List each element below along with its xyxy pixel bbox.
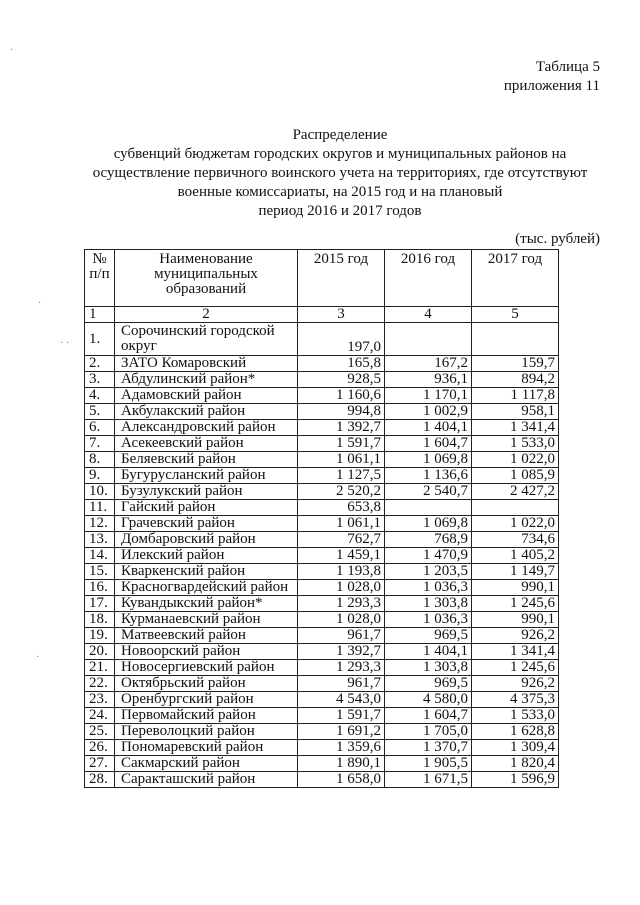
column-number: 2 [115,307,298,323]
table-row [85,452,559,468]
value-2015: 1 061,1 [298,452,385,468]
value-2017: 1 533,0 [472,708,559,724]
row-name: Адамовский район [115,388,298,404]
value-2015: 1 658,0 [298,772,385,788]
row-name-line-2: округ [121,338,157,354]
row-name: Илекский район [115,548,298,564]
row-name: Саракташский район [115,772,298,788]
row-name: ЗАТО Комаровский [115,356,298,372]
header-2016: 2016 год [385,250,472,307]
table-row [85,644,559,660]
value-2015: 1 160,6 [298,388,385,404]
value-2016: 1 303,8 [385,596,472,612]
row-number: 25. [85,724,115,740]
row-number: 12. [85,516,115,532]
value-2015: 1 061,1 [298,516,385,532]
table-label: Таблица 5 [535,59,600,75]
table-row [85,436,559,452]
scan-speck: · · [60,338,70,349]
value-2016: 1 404,1 [385,644,472,660]
row-name: Курманаевский район [115,612,298,628]
value-2016: 936,1 [385,372,472,388]
value-2017: 990,1 [472,580,559,596]
title-line-4: военные комиссариаты, на 2015 год и на плановый [177,184,503,200]
row-number: 24. [85,708,115,724]
value-2017: 1 245,6 [472,660,559,676]
row-name: Акбулакский район [115,404,298,420]
value-2017 [472,323,559,356]
value-2016: 1 036,3 [385,580,472,596]
header-name-line-3: образований [165,281,247,297]
value-2015: 961,7 [298,676,385,692]
column-number: 3 [298,307,385,323]
value-2015: 1 028,0 [298,580,385,596]
table-row [85,500,559,516]
table-row [85,420,559,436]
title-line-2: субвенций бюджетам городских округов и муниципальных районов на [113,146,567,162]
value-2015: 961,7 [298,628,385,644]
row-name: Беляевский район [115,452,298,468]
value-2017: 1 149,7 [472,564,559,580]
document-title [40,126,640,221]
table-row [85,516,559,532]
value-2015: 1 591,7 [298,708,385,724]
row-name [115,323,298,356]
value-2017: 894,2 [472,372,559,388]
value-2015: 1 591,7 [298,436,385,452]
row-name: Первомайский район [115,708,298,724]
value-2016: 1 671,5 [385,772,472,788]
value-2016: 1 069,8 [385,516,472,532]
value-2017: 1 533,0 [472,436,559,452]
value-2015: 994,8 [298,404,385,420]
value-2017: 1 117,8 [472,388,559,404]
table-row [85,356,559,372]
value-2015: 2 520,2 [298,484,385,500]
value-2016: 1 136,6 [385,468,472,484]
scan-speck: · [10,45,14,56]
row-number: 1. [85,323,115,356]
value-2017: 1 628,8 [472,724,559,740]
value-2015: 1 890,1 [298,756,385,772]
value-2016 [385,500,472,516]
row-number: 26. [85,740,115,756]
row-number: 3. [85,372,115,388]
row-number: 6. [85,420,115,436]
value-2015: 1 392,7 [298,420,385,436]
row-name: Переволоцкий район [115,724,298,740]
table-row [85,564,559,580]
value-2016: 1 170,1 [385,388,472,404]
value-2017: 1 022,0 [472,516,559,532]
value-2016: 768,9 [385,532,472,548]
table-row [85,692,559,708]
value-2016: 2 540,7 [385,484,472,500]
value-2015: 1 193,8 [298,564,385,580]
row-name: Александровский район [115,420,298,436]
value-2017: 958,1 [472,404,559,420]
value-2016: 1 303,8 [385,660,472,676]
row-name: Бугурусланский район [115,468,298,484]
row-number: 7. [85,436,115,452]
value-2016: 167,2 [385,356,472,372]
value-2016: 1 036,3 [385,612,472,628]
row-name: Матвеевский район [115,628,298,644]
row-name: Оренбургский район [115,692,298,708]
value-2017: 1 341,4 [472,644,559,660]
value-2016: 1 002,9 [385,404,472,420]
title-line-3: осуществление первичного воинского учета на территориях, где отсутствуют [92,165,588,181]
value-2017: 1 596,9 [472,772,559,788]
table-row [85,468,559,484]
value-2016: 1 705,0 [385,724,472,740]
appendix-label: приложения 11 [503,78,600,94]
row-name: Абдулинский район* [115,372,298,388]
value-2017: 1 245,6 [472,596,559,612]
row-name: Новоорский район [115,644,298,660]
row-number: 20. [85,644,115,660]
value-2016: 1 203,5 [385,564,472,580]
value-2015: 762,7 [298,532,385,548]
value-2017: 1 309,4 [472,740,559,756]
table-row [85,676,559,692]
scan-speck: · [36,652,40,663]
value-2015: 1 459,1 [298,548,385,564]
value-2017: 1 085,9 [472,468,559,484]
value-2016: 969,5 [385,676,472,692]
header-2015: 2015 год [298,250,385,307]
row-name: Красногвардейский район [115,580,298,596]
value-2017: 2 427,2 [472,484,559,500]
value-2016 [385,323,472,356]
table-header-row [85,250,559,307]
table-row [85,660,559,676]
row-number: 10. [85,484,115,500]
value-2015: 928,5 [298,372,385,388]
row-name: Новосергиевский район [115,660,298,676]
row-number: 17. [85,596,115,612]
row-name: Октябрьский район [115,676,298,692]
value-2016: 1 404,1 [385,420,472,436]
row-number: 13. [85,532,115,548]
value-2017: 926,2 [472,676,559,692]
row-name: Сакмарский район [115,756,298,772]
table-row [85,708,559,724]
table-row [85,740,559,756]
row-number: 27. [85,756,115,772]
document-header [504,58,600,96]
column-number: 4 [385,307,472,323]
value-2016: 1 470,9 [385,548,472,564]
header-name [115,250,298,307]
scan-speck: · [38,298,42,309]
row-number: 9. [85,468,115,484]
value-2015: 1 293,3 [298,596,385,612]
value-2017: 1 022,0 [472,452,559,468]
row-number: 2. [85,356,115,372]
row-name: Кваркенский район [115,564,298,580]
row-name: Бузулукский район [115,484,298,500]
value-2015: 1 127,5 [298,468,385,484]
row-number: 14. [85,548,115,564]
column-number-row [85,307,559,323]
value-2015: 1 359,6 [298,740,385,756]
row-number: 11. [85,500,115,516]
column-number: 1 [85,307,115,323]
value-2015: 1 691,2 [298,724,385,740]
row-number: 28. [85,772,115,788]
value-2017: 734,6 [472,532,559,548]
row-name: Асекеевский район [115,436,298,452]
value-2017: 4 375,3 [472,692,559,708]
row-name: Домбаровский район [115,532,298,548]
header-num-line-1: № [92,251,107,267]
subsidy-table [84,249,559,788]
header-name-line-1: Наименование [159,251,253,267]
value-2015: 197,0 [298,323,385,356]
units-label: (тыс. рублей) [515,231,600,247]
value-2016: 969,5 [385,628,472,644]
value-2016: 4 580,0 [385,692,472,708]
value-2015: 4 543,0 [298,692,385,708]
column-number: 5 [472,307,559,323]
value-2016: 1 370,7 [385,740,472,756]
value-2016: 1 069,8 [385,452,472,468]
table-row [85,596,559,612]
table-row [85,484,559,500]
header-num-line-2: п/п [89,266,110,282]
row-number: 22. [85,676,115,692]
value-2017: 1 405,2 [472,548,559,564]
row-number: 15. [85,564,115,580]
row-name: Гайский район [115,500,298,516]
row-name: Пономаревский район [115,740,298,756]
table-row [85,724,559,740]
value-2017: 1 820,4 [472,756,559,772]
row-number: 8. [85,452,115,468]
row-number: 16. [85,580,115,596]
row-name-line-1: Сорочинский городской [121,323,275,339]
row-name: Грачевский район [115,516,298,532]
row-number: 18. [85,612,115,628]
table-row [85,580,559,596]
row-number: 4. [85,388,115,404]
row-number: 19. [85,628,115,644]
table-row [85,612,559,628]
table-row [85,323,559,356]
value-2015: 1 392,7 [298,644,385,660]
value-2016: 1 905,5 [385,756,472,772]
table-row [85,532,559,548]
table-row [85,548,559,564]
value-2015: 653,8 [298,500,385,516]
row-number: 23. [85,692,115,708]
header-num [85,250,115,307]
value-2017: 159,7 [472,356,559,372]
row-number: 21. [85,660,115,676]
row-number: 5. [85,404,115,420]
row-name: Кувандыкский район* [115,596,298,612]
value-2017: 990,1 [472,612,559,628]
header-2017: 2017 год [472,250,559,307]
value-2015: 1 028,0 [298,612,385,628]
table-row [85,756,559,772]
value-2015: 165,8 [298,356,385,372]
value-2016: 1 604,7 [385,708,472,724]
value-2017: 1 341,4 [472,420,559,436]
value-2015: 1 293,3 [298,660,385,676]
value-2017 [472,500,559,516]
table-row [85,404,559,420]
title-line-1: Распределение [292,127,388,143]
table-row [85,628,559,644]
value-2017: 926,2 [472,628,559,644]
value-2016: 1 604,7 [385,436,472,452]
header-name-line-2: муниципальных [154,266,258,282]
table-row [85,388,559,404]
table-row [85,372,559,388]
table-row [85,772,559,788]
title-line-5: период 2016 и 2017 годов [258,203,422,219]
